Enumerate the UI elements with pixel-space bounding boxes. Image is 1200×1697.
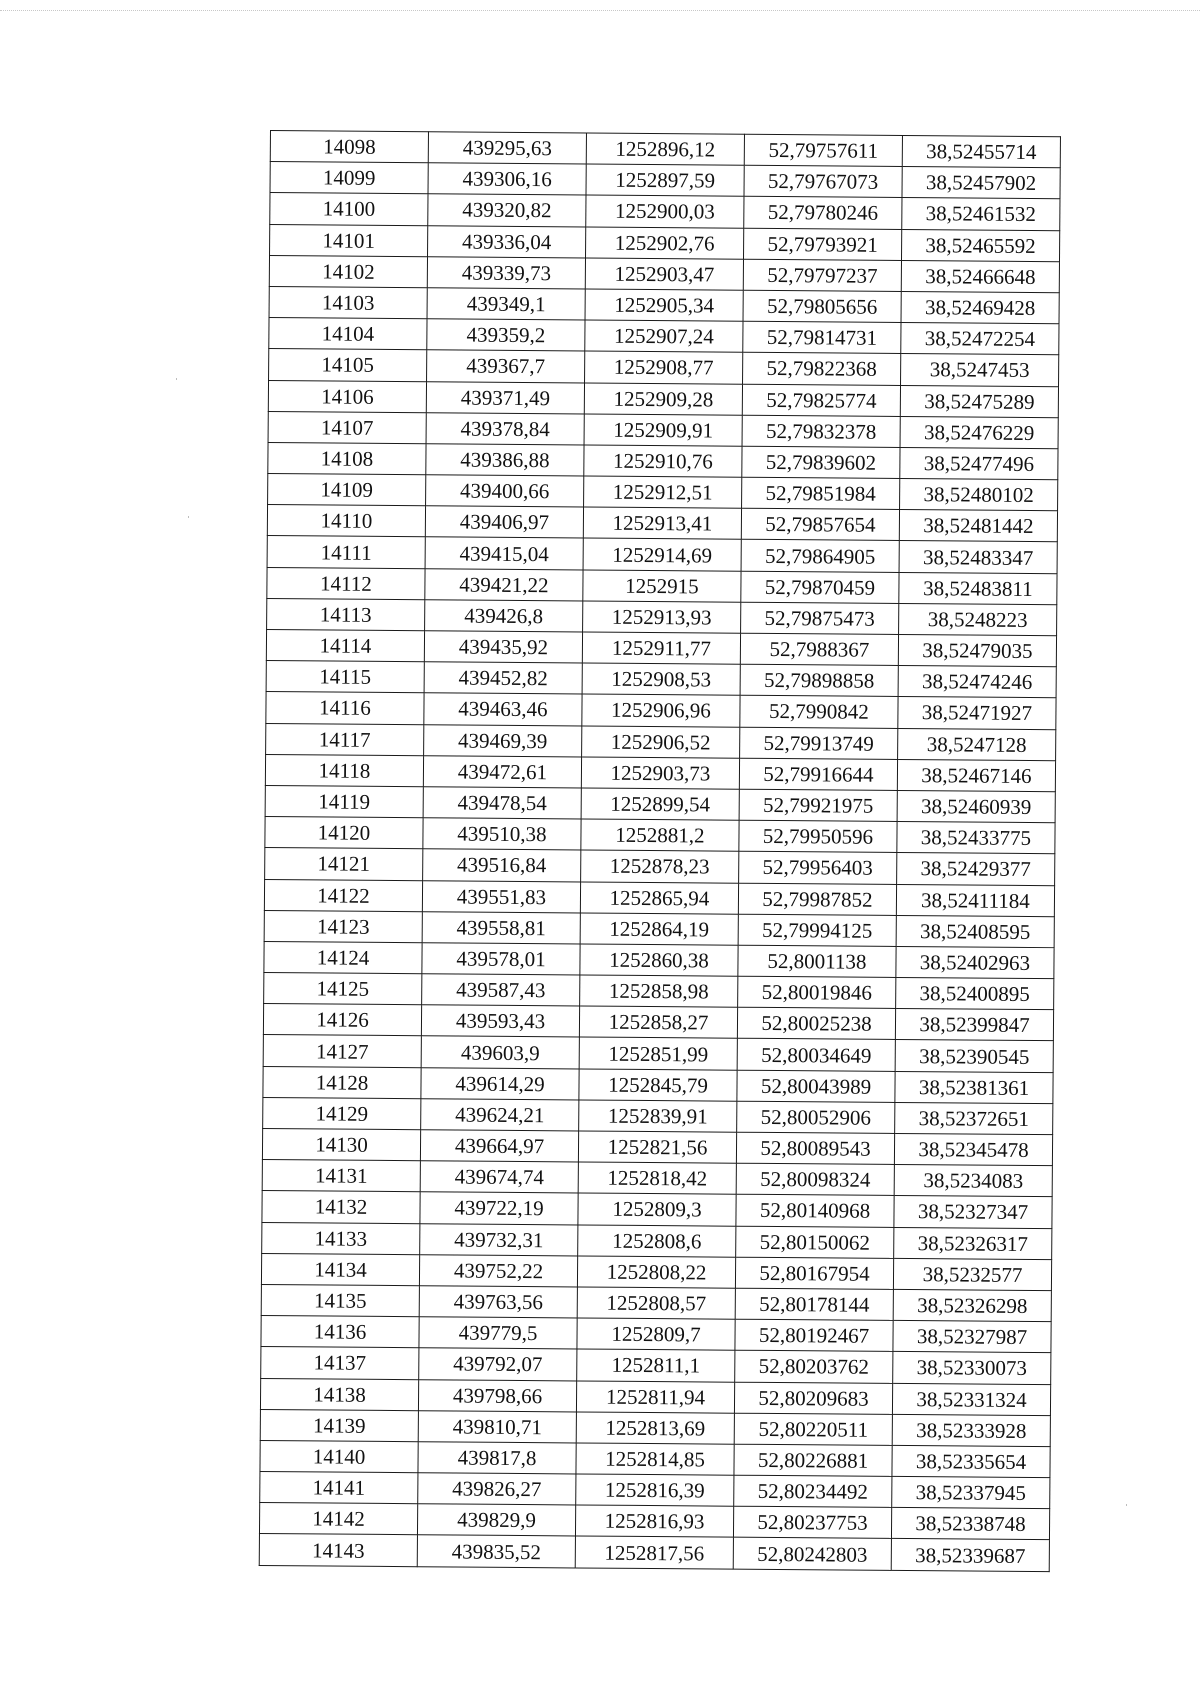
x-coordinate-cell: 439406,97 — [425, 506, 583, 538]
latitude-cell: 52,80019846 — [738, 976, 896, 1008]
y-coordinate-cell: 1252906,96 — [582, 694, 740, 726]
y-coordinate-cell: 1252878,23 — [581, 850, 739, 882]
y-coordinate-cell: 1252913,93 — [583, 601, 741, 633]
x-coordinate-cell: 439469,39 — [424, 724, 582, 756]
point-number-cell: 14104 — [269, 318, 427, 350]
point-number-cell: 14098 — [270, 131, 428, 163]
x-coordinate-cell: 439371,49 — [426, 381, 584, 413]
point-number-cell: 14139 — [260, 1409, 418, 1441]
point-number-cell: 14105 — [269, 349, 427, 381]
x-coordinate-cell: 439386,88 — [426, 444, 584, 476]
point-number-cell: 14118 — [265, 754, 423, 786]
latitude-cell: 52,79857654 — [741, 508, 899, 540]
y-coordinate-cell: 1252881,2 — [581, 819, 739, 851]
y-coordinate-cell: 1252902,76 — [586, 227, 744, 259]
y-coordinate-cell: 1252808,57 — [577, 1287, 735, 1319]
latitude-cell: 52,80089543 — [736, 1132, 894, 1164]
x-coordinate-cell: 439378,84 — [426, 412, 584, 444]
point-number-cell: 14138 — [260, 1378, 418, 1410]
point-number-cell: 14131 — [262, 1160, 420, 1192]
longitude-cell: 38,52327987 — [893, 1321, 1051, 1353]
y-coordinate-cell: 1252817,56 — [575, 1536, 733, 1568]
latitude-cell: 52,79870459 — [741, 571, 899, 603]
latitude-cell: 52,79994125 — [738, 914, 896, 946]
point-number-cell: 14133 — [262, 1222, 420, 1254]
longitude-cell: 38,52469428 — [901, 291, 1059, 323]
y-coordinate-cell: 1252811,1 — [577, 1349, 735, 1381]
latitude-cell: 52,79767073 — [744, 165, 902, 197]
latitude-cell: 52,79956403 — [739, 852, 897, 884]
latitude-cell: 52,79987852 — [738, 883, 896, 915]
longitude-cell: 38,52399847 — [895, 1009, 1053, 1041]
x-coordinate-cell: 439463,46 — [424, 693, 582, 725]
latitude-cell: 52,80098324 — [736, 1163, 894, 1195]
y-coordinate-cell: 1252909,28 — [584, 382, 742, 414]
longitude-cell: 38,52327347 — [894, 1196, 1052, 1228]
point-number-cell: 14108 — [268, 442, 426, 474]
longitude-cell: 38,52333928 — [892, 1414, 1050, 1446]
point-number-cell: 14140 — [260, 1440, 418, 1472]
y-coordinate-cell: 1252865,94 — [580, 881, 738, 913]
latitude-cell: 52,80237753 — [733, 1506, 891, 1538]
latitude-cell: 52,80242803 — [733, 1538, 891, 1570]
longitude-cell: 38,52466648 — [901, 260, 1059, 292]
point-number-cell: 14113 — [267, 598, 425, 630]
x-coordinate-cell: 439400,66 — [426, 475, 584, 507]
x-coordinate-cell: 439624,21 — [421, 1099, 579, 1131]
latitude-cell: 52,79805656 — [743, 290, 901, 322]
latitude-cell: 52,79851984 — [742, 477, 900, 509]
scan-speck — [1126, 1504, 1127, 1506]
latitude-cell: 52,79832378 — [742, 415, 900, 447]
y-coordinate-cell: 1252845,79 — [579, 1069, 737, 1101]
y-coordinate-cell: 1252906,52 — [582, 726, 740, 758]
y-coordinate-cell: 1252860,38 — [580, 944, 738, 976]
y-coordinate-cell: 1252839,91 — [579, 1100, 737, 1132]
longitude-cell: 38,52372651 — [895, 1102, 1053, 1134]
x-coordinate-cell: 439722,19 — [420, 1192, 578, 1224]
y-coordinate-cell: 1252816,93 — [575, 1505, 733, 1537]
x-coordinate-cell: 439779,5 — [419, 1317, 577, 1349]
latitude-cell: 52,79839602 — [742, 446, 900, 478]
y-coordinate-cell: 1252816,39 — [576, 1474, 734, 1506]
x-coordinate-cell: 439614,29 — [421, 1067, 579, 1099]
point-number-cell: 14117 — [266, 723, 424, 755]
y-coordinate-cell: 1252809,3 — [578, 1193, 736, 1225]
longitude-cell: 38,52408595 — [896, 915, 1054, 947]
point-number-cell: 14107 — [268, 411, 426, 443]
y-coordinate-cell: 1252851,99 — [579, 1037, 737, 1069]
latitude-cell: 52,79780246 — [744, 197, 902, 229]
x-coordinate-cell: 439835,52 — [417, 1535, 575, 1567]
longitude-cell: 38,52330073 — [893, 1352, 1051, 1384]
point-number-cell: 14112 — [267, 567, 425, 599]
point-number-cell: 14115 — [266, 661, 424, 693]
point-number-cell: 14122 — [264, 879, 422, 911]
longitude-cell: 38,52457902 — [902, 167, 1060, 199]
table-row — [259, 1534, 1049, 1571]
x-coordinate-cell: 439320,82 — [428, 194, 586, 226]
y-coordinate-cell: 1252912,51 — [584, 476, 742, 508]
latitude-cell: 52,80043989 — [737, 1070, 895, 1102]
y-coordinate-cell: 1252914,69 — [583, 538, 741, 570]
scan-speck — [176, 378, 177, 380]
x-coordinate-cell: 439295,63 — [428, 132, 586, 164]
x-coordinate-cell: 439478,54 — [423, 787, 581, 819]
y-coordinate-cell: 1252818,42 — [578, 1162, 736, 1194]
point-number-cell: 14106 — [268, 380, 426, 412]
y-coordinate-cell: 1252813,69 — [576, 1412, 734, 1444]
latitude-cell: 52,80209683 — [734, 1382, 892, 1414]
longitude-cell: 38,52331324 — [892, 1383, 1050, 1415]
longitude-cell: 38,52471927 — [898, 697, 1056, 729]
latitude-cell: 52,80150062 — [736, 1226, 894, 1258]
latitude-cell: 52,80178144 — [735, 1288, 893, 1320]
longitude-cell: 38,52475289 — [900, 385, 1058, 417]
latitude-cell: 52,79875473 — [741, 602, 899, 634]
longitude-cell: 38,52455714 — [902, 135, 1060, 167]
longitude-cell: 38,52402963 — [896, 946, 1054, 978]
latitude-cell: 52,80234492 — [734, 1475, 892, 1507]
latitude-cell: 52,80140968 — [736, 1195, 894, 1227]
latitude-cell: 52,79921975 — [739, 789, 897, 821]
x-coordinate-cell: 439426,8 — [425, 600, 583, 632]
point-number-cell: 14135 — [261, 1284, 419, 1316]
latitude-cell: 52,7990842 — [740, 696, 898, 728]
longitude-cell: 38,52338748 — [891, 1508, 1049, 1540]
x-coordinate-cell: 439674,74 — [420, 1161, 578, 1193]
point-number-cell: 14116 — [266, 692, 424, 724]
point-number-cell: 14137 — [261, 1347, 419, 1379]
latitude-cell: 52,80203762 — [735, 1351, 893, 1383]
y-coordinate-cell: 1252910,76 — [584, 445, 742, 477]
y-coordinate-cell: 1252903,73 — [581, 757, 739, 789]
x-coordinate-cell: 439558,81 — [422, 911, 580, 943]
longitude-cell: 38,52480102 — [900, 479, 1058, 511]
x-coordinate-cell: 439359,2 — [427, 319, 585, 351]
longitude-cell: 38,52483347 — [899, 541, 1057, 573]
latitude-cell: 52,7988367 — [740, 633, 898, 665]
longitude-cell: 38,52481442 — [899, 510, 1057, 542]
x-coordinate-cell: 439435,92 — [424, 631, 582, 663]
longitude-cell: 38,52390545 — [895, 1040, 1053, 1072]
latitude-cell: 52,80052906 — [737, 1101, 895, 1133]
longitude-cell: 38,52400895 — [896, 978, 1054, 1010]
y-coordinate-cell: 1252808,22 — [577, 1256, 735, 1288]
point-number-cell: 14143 — [259, 1534, 417, 1566]
longitude-cell: 38,52479035 — [898, 634, 1056, 666]
point-number-cell: 14134 — [261, 1253, 419, 1285]
point-number-cell: 14110 — [267, 505, 425, 537]
y-coordinate-cell: 1252858,98 — [580, 975, 738, 1007]
longitude-cell: 38,52326317 — [894, 1227, 1052, 1259]
point-number-cell: 14127 — [263, 1035, 421, 1067]
longitude-cell: 38,52433775 — [897, 822, 1055, 854]
point-number-cell: 14099 — [270, 162, 428, 194]
x-coordinate-cell: 439732,31 — [420, 1223, 578, 1255]
point-number-cell: 14125 — [264, 973, 422, 1005]
x-coordinate-cell: 439551,83 — [422, 880, 580, 912]
y-coordinate-cell: 1252908,77 — [585, 351, 743, 383]
y-coordinate-cell: 1252809,7 — [577, 1318, 735, 1350]
x-coordinate-cell: 439510,38 — [423, 818, 581, 850]
x-coordinate-cell: 439415,04 — [425, 537, 583, 569]
longitude-cell: 38,52461532 — [902, 198, 1060, 230]
longitude-cell: 38,5247453 — [901, 354, 1059, 386]
point-number-cell: 14141 — [260, 1472, 418, 1504]
point-number-cell: 14120 — [265, 817, 423, 849]
x-coordinate-cell: 439587,43 — [422, 974, 580, 1006]
y-coordinate-cell: 1252907,24 — [585, 320, 743, 352]
latitude-cell: 52,79898858 — [740, 664, 898, 696]
point-number-cell: 14114 — [266, 629, 424, 661]
longitude-cell: 38,5248223 — [899, 603, 1057, 635]
point-number-cell: 14111 — [267, 536, 425, 568]
x-coordinate-cell: 439752,22 — [419, 1254, 577, 1286]
longitude-cell: 38,52429377 — [897, 853, 1055, 885]
x-coordinate-cell: 439798,66 — [418, 1379, 576, 1411]
x-coordinate-cell: 439810,71 — [418, 1410, 576, 1442]
point-number-cell: 14121 — [265, 848, 423, 880]
point-number-cell: 14101 — [270, 224, 428, 256]
x-coordinate-cell: 439339,73 — [427, 256, 585, 288]
point-number-cell: 14130 — [262, 1128, 420, 1160]
point-number-cell: 14128 — [263, 1066, 421, 1098]
latitude-cell: 52,79950596 — [739, 820, 897, 852]
latitude-cell: 52,80167954 — [735, 1257, 893, 1289]
x-coordinate-cell: 439452,82 — [424, 662, 582, 694]
longitude-cell: 38,52476229 — [900, 416, 1058, 448]
latitude-cell: 52,80226881 — [734, 1444, 892, 1476]
x-coordinate-cell: 439826,27 — [418, 1473, 576, 1505]
longitude-cell: 38,52345478 — [894, 1133, 1052, 1165]
y-coordinate-cell: 1252811,94 — [576, 1380, 734, 1412]
longitude-cell: 38,5232577 — [893, 1258, 1051, 1290]
latitude-cell: 52,8001138 — [738, 945, 896, 977]
longitude-cell: 38,52335654 — [892, 1445, 1050, 1477]
x-coordinate-cell: 439664,97 — [420, 1130, 578, 1162]
coordinates-table-body — [259, 131, 1060, 1572]
latitude-cell: 52,80192467 — [735, 1319, 893, 1351]
y-coordinate-cell: 1252915 — [583, 570, 741, 602]
y-coordinate-cell: 1252814,85 — [576, 1443, 734, 1475]
x-coordinate-cell: 439472,61 — [423, 755, 581, 787]
point-number-cell: 14126 — [263, 1004, 421, 1036]
longitude-cell: 38,52411184 — [896, 884, 1054, 916]
x-coordinate-cell: 439578,01 — [422, 943, 580, 975]
point-number-cell: 14123 — [264, 910, 422, 942]
y-coordinate-cell: 1252900,03 — [586, 195, 744, 227]
longitude-cell: 38,52337945 — [892, 1476, 1050, 1508]
longitude-cell: 38,52474246 — [898, 666, 1056, 698]
latitude-cell: 52,79913749 — [740, 727, 898, 759]
longitude-cell: 38,52483811 — [899, 572, 1057, 604]
latitude-cell: 52,79822368 — [743, 353, 901, 385]
point-number-cell: 14124 — [264, 941, 422, 973]
y-coordinate-cell: 1252864,19 — [580, 913, 738, 945]
point-number-cell: 14142 — [259, 1503, 417, 1535]
longitude-cell: 38,52477496 — [900, 447, 1058, 479]
longitude-cell: 38,52460939 — [897, 790, 1055, 822]
longitude-cell: 38,52472254 — [901, 323, 1059, 355]
latitude-cell: 52,79814731 — [743, 321, 901, 353]
y-coordinate-cell: 1252858,27 — [579, 1006, 737, 1038]
latitude-cell: 52,80034649 — [737, 1039, 895, 1071]
longitude-cell: 38,5234083 — [894, 1165, 1052, 1197]
point-number-cell: 14132 — [262, 1191, 420, 1223]
x-coordinate-cell: 439763,56 — [419, 1286, 577, 1318]
latitude-cell: 52,79797237 — [743, 259, 901, 291]
longitude-cell: 38,52326298 — [893, 1289, 1051, 1321]
y-coordinate-cell: 1252905,34 — [585, 289, 743, 321]
latitude-cell: 52,79825774 — [742, 384, 900, 416]
longitude-cell: 38,52381361 — [895, 1071, 1053, 1103]
y-coordinate-cell: 1252821,56 — [578, 1131, 736, 1163]
y-coordinate-cell: 1252808,6 — [578, 1225, 736, 1257]
scan-speck — [188, 516, 189, 518]
point-number-cell: 14102 — [269, 255, 427, 287]
x-coordinate-cell: 439306,16 — [428, 163, 586, 195]
longitude-cell: 38,52339687 — [891, 1539, 1049, 1571]
x-coordinate-cell: 439829,9 — [417, 1504, 575, 1536]
point-number-cell: 14109 — [268, 474, 426, 506]
longitude-cell: 38,5247128 — [898, 728, 1056, 760]
latitude-cell: 52,79793921 — [744, 228, 902, 260]
point-number-cell: 14103 — [269, 286, 427, 318]
point-number-cell: 14100 — [270, 193, 428, 225]
latitude-cell: 52,80220511 — [734, 1413, 892, 1445]
x-coordinate-cell: 439367,7 — [427, 350, 585, 382]
y-coordinate-cell: 1252897,59 — [586, 164, 744, 196]
point-number-cell: 14136 — [261, 1316, 419, 1348]
latitude-cell: 52,79916644 — [739, 758, 897, 790]
y-coordinate-cell: 1252903,47 — [585, 258, 743, 290]
longitude-cell: 38,52465592 — [901, 229, 1059, 261]
latitude-cell: 52,79864905 — [741, 540, 899, 572]
y-coordinate-cell: 1252896,12 — [586, 133, 744, 165]
y-coordinate-cell: 1252911,77 — [582, 632, 740, 664]
y-coordinate-cell: 1252909,91 — [584, 414, 742, 446]
y-coordinate-cell: 1252908,53 — [582, 663, 740, 695]
x-coordinate-cell: 439421,22 — [425, 568, 583, 600]
x-coordinate-cell: 439516,84 — [423, 849, 581, 881]
x-coordinate-cell: 439336,04 — [428, 225, 586, 257]
latitude-cell: 52,80025238 — [737, 1007, 895, 1039]
y-coordinate-cell: 1252913,41 — [583, 507, 741, 539]
x-coordinate-cell: 439817,8 — [418, 1442, 576, 1474]
y-coordinate-cell: 1252899,54 — [581, 788, 739, 820]
scan-top-edge — [0, 10, 1200, 11]
latitude-cell: 52,79757611 — [744, 134, 902, 166]
point-number-cell: 14129 — [263, 1097, 421, 1129]
x-coordinate-cell: 439603,9 — [421, 1036, 579, 1068]
coordinates-table — [259, 130, 1061, 1572]
x-coordinate-cell: 439349,1 — [427, 288, 585, 320]
x-coordinate-cell: 439792,07 — [419, 1348, 577, 1380]
x-coordinate-cell: 439593,43 — [421, 1005, 579, 1037]
longitude-cell: 38,52467146 — [897, 759, 1055, 791]
point-number-cell: 14119 — [265, 785, 423, 817]
